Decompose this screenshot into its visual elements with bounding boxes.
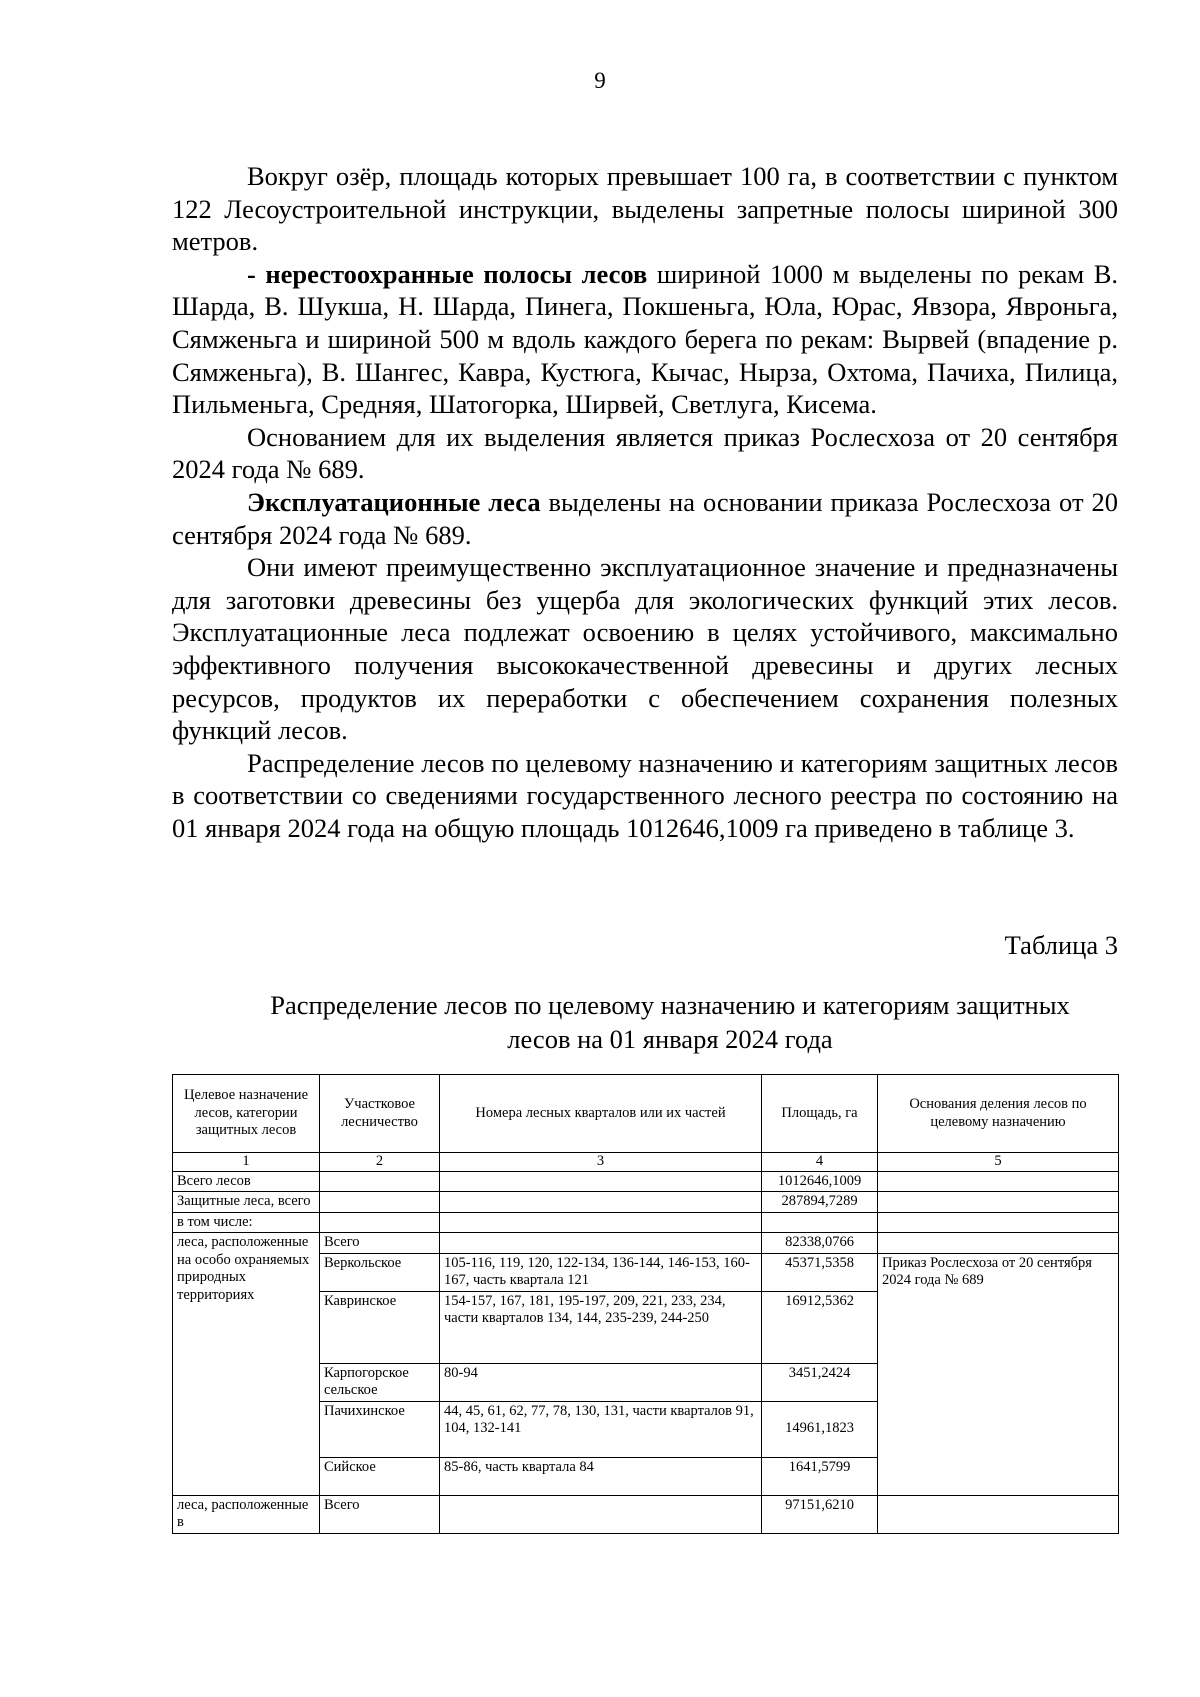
column-number: 4 [762,1153,878,1172]
paragraph-purpose: Они имеют преимущественно эксплуатационное значение и предназначены для заготовки древесины без ущерба для экологических функций этих лесов. Эксплуатационные леса подлежат освоению в целях устойчивого, максимально эффективного получения высококачественной древесины и других лесных ресурсов, продуктов их переработки с обеспечением сохранения полезных функций лесов. [172,552,1118,746]
column-number: 2 [320,1153,440,1172]
table-row-protective [173,1192,1119,1213]
quarters-cell: 105-116, 119, 120, 122-134, 136-144, 146-153, 160-167, часть квартала 121 [440,1253,762,1291]
paragraph-lakes: Вокруг озёр, площадь которых превышает 100 га, в соответствии с пунктом 122 Лесоустроительной инструкции, выделены запретные полосы шириной 300 метров. [172,161,1118,257]
quarters-cell [440,1233,762,1254]
empty-cell [762,1212,878,1233]
area-cell: 3451,2424 [762,1363,878,1401]
empty-cell [320,1212,440,1233]
row-label: Всего лесов [173,1171,320,1192]
district-cell: Всего [320,1495,440,1533]
district-cell: Пачихинское [320,1401,440,1457]
table-title-line2: лесов на 01 января 2024 года [507,1024,833,1054]
area-cell: 1012646,1009 [762,1171,878,1192]
column-number: 1 [173,1153,320,1172]
empty-cell [878,1212,1119,1233]
column-number: 3 [440,1153,762,1172]
exploitation-text: выделены на основании приказа Рослесхоза от 20 сентября 2024 года № 689. [172,486,1118,550]
paragraph-distribution: Распределение лесов по целевому назначению и категориям защитных лесов в соответствии со сведениями государственного лесного реестра по состоянию на 01 января 2024 года на общую площадь 1012646,1009 га приведено в таблице 3. [172,747,1118,843]
area-cell: 14961,1823 [762,1401,878,1457]
district-cell: Всего [320,1233,440,1254]
district-cell: Кавринское [320,1291,440,1363]
paragraph-spawning [172,258,1118,421]
area-cell: 45371,5358 [762,1253,878,1291]
forest-distribution-table [172,1074,1119,1534]
area-cell: 287894,7289 [762,1192,878,1213]
header-cell: Основания деления лесов по целевому назначению [878,1075,1119,1153]
paragraph-exploitation [172,486,1118,551]
row-label: в том числе: [173,1212,320,1233]
column-number-row [173,1153,1119,1172]
header-cell: Целевое назначение лесов, категории защитных лесов [173,1075,320,1153]
column-number: 5 [878,1153,1119,1172]
empty-cell [878,1171,1119,1192]
quarters-cell: 80-94 [440,1363,762,1401]
table-row-total [173,1171,1119,1192]
empty-cell [440,1171,762,1192]
empty-cell [440,1192,762,1213]
table-row [173,1495,1119,1533]
table-title-line1: Распределение лесов по целевому назначению и категориям защитных [270,990,1070,1020]
header-cell: Участковое лесничество [320,1075,440,1153]
spawning-heading: - нерестоохранные полосы лесов [247,258,648,289]
district-cell: Карпогорское сельское [320,1363,440,1401]
empty-cell [878,1495,1119,1533]
body-text [172,160,1118,844]
table-label: Таблица 3 [1004,930,1118,960]
table-row-including [173,1212,1119,1233]
area-cell: 97151,6210 [762,1495,878,1533]
table-row [173,1233,1119,1254]
row-label: Защитные леса, всего [173,1192,320,1213]
empty-cell [320,1192,440,1213]
table-title [172,988,1118,1056]
quarters-cell: 154-157, 167, 181, 195-197, 209, 221, 233, 234, части кварталов 134, 144, 235-239, 244-250 [440,1291,762,1363]
empty-cell [878,1192,1119,1213]
empty-cell [878,1233,1119,1254]
empty-cell [320,1171,440,1192]
area-cell: 16912,5362 [762,1291,878,1363]
page-number: 9 [594,68,606,93]
quarters-cell: 44, 45, 61, 62, 77, 78, 130, 131, части кварталов 91, 104, 132-141 [440,1401,762,1457]
table-header-row [173,1075,1119,1153]
district-cell: Сийское [320,1457,440,1495]
empty-cell [440,1212,762,1233]
basis-cell: Приказ Рослесхоза от 20 сентября 2024 года № 689 [878,1253,1119,1495]
paragraph-basis: Основанием для их выделения является приказ Рослесхоза от 20 сентября 2024 года № 689. [172,421,1118,485]
district-cell: Веркольское [320,1253,440,1291]
empty-cell [440,1495,762,1533]
spawning-text: шириной 1000 м выделены по рекам В. Шарда, В. Шукша, Н. Шарда, Пинега, Покшеньга, Юла, Юрас, Явзора, Явроньга, Сямженьга и шириной 500 м вдоль каждого берега по рекам: Вырвей (впадение р. Сямженьга), В. Шангес, Кавра, Кустюга, Кычас, Нырза, Охтома, Пачиха, Пилица, Пильменьга, Средняя, Шатогорка, Ширвей, Светлуга, Кисема. [172,258,1118,420]
exploitation-heading: Эксплуатационные леса [247,486,541,517]
category-cell: леса, расположенные на особо охраняемых природных территориях [173,1233,320,1496]
area-cell: 1641,5799 [762,1457,878,1495]
quarters-cell: 85-86, часть квартала 84 [440,1457,762,1495]
area-cell: 82338,0766 [762,1233,878,1254]
header-cell: Площадь, га [762,1075,878,1153]
category-cell: леса, расположенные в [173,1495,320,1533]
header-cell: Номера лесных кварталов или их частей [440,1075,762,1153]
